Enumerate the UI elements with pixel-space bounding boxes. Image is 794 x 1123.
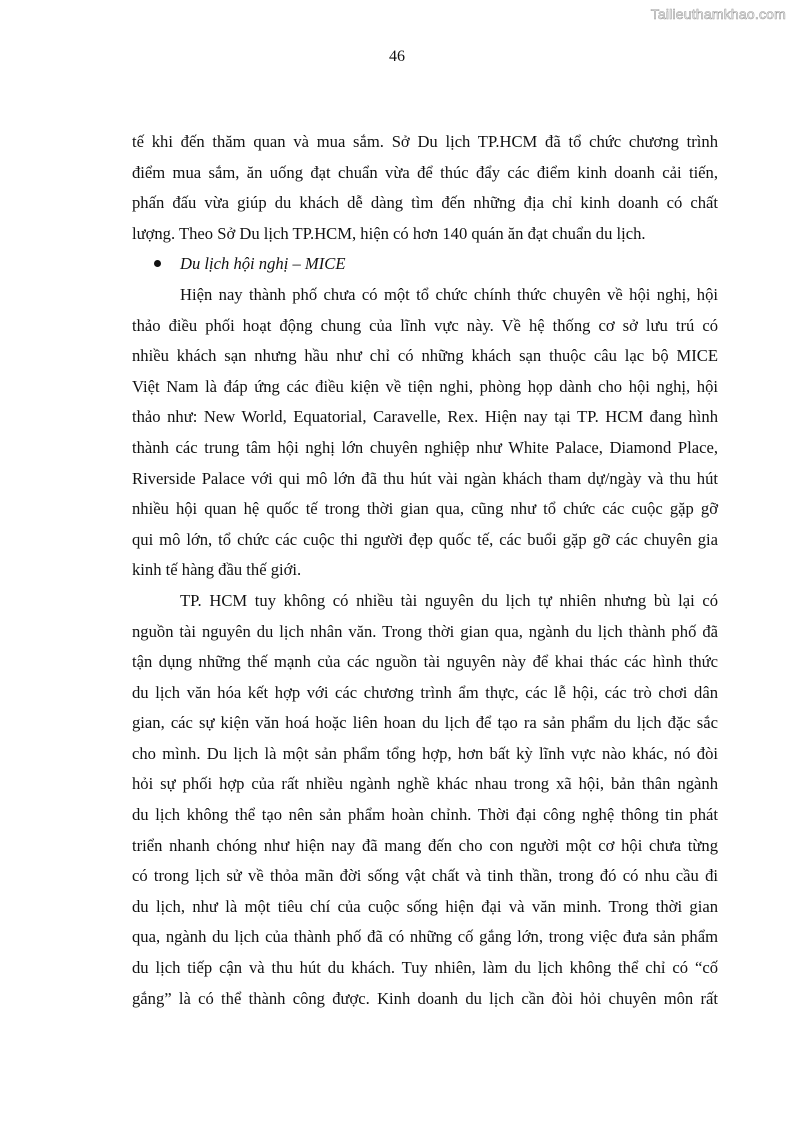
document-body: [132, 127, 718, 1014]
text-line: gian, các sự kiện văn hoá hoặc liên hoan du lịch để tạo ra sản phẩm du lịch đặc sắc: [132, 713, 718, 733]
text-line: triển nhanh chóng như hiện nay đã mang đến cho con người một cơ hội chưa từng: [132, 835, 718, 855]
text-line: nguồn tài nguyên du lịch nhân văn. Trong thời gian qua, ngành du lịch thành phố đã: [132, 621, 718, 641]
text-line: tế khi đến thăm quan và mua sắm. Sở Du lịch TP.HCM đã tổ chức chương trình: [132, 132, 718, 151]
text-line: du lịch văn hóa kết hợp với các chương trình ẩm thực, các lễ hội, các trò chơi dân: [132, 682, 718, 702]
text-line: Hiện nay thành phố chưa có một tổ chức chính thức chuyên về hội nghị, hội: [180, 284, 718, 304]
watermark-text: Tailieuthamkhao.com: [650, 6, 786, 22]
text-line: TP. HCM tuy không có nhiều tài nguyên du lịch tự nhiên nhưng bù lại có: [180, 590, 718, 610]
text-line: điểm mua sắm, ăn uống đạt chuẩn vừa để thúc đẩy các điểm kinh doanh cải tiến,: [132, 162, 718, 182]
text-line: Việt Nam là đáp ứng các điều kiện về tiện nghi, phòng họp dành cho hội nghị, hội: [132, 376, 718, 396]
text-line: qua, ngành du lịch của thành phố đã có những cố gắng lớn, trong việc đưa sản phẩm: [132, 927, 718, 947]
text-line: du lịch không thể tạo nên sản phẩm hoàn chỉnh. Thời đại công nghệ thông tin phát: [132, 805, 718, 825]
page-number: 46: [389, 48, 405, 65]
text-line: nhiều khách sạn nhưng hầu như chỉ có những khách sạn thuộc câu lạc bộ MICE: [132, 346, 718, 366]
text-line: du lịch tiếp cận và thu hút du khách. Tuy nhiên, làm du lịch không thể chỉ có “cố: [132, 958, 718, 978]
paragraph-cultural-tourism: [132, 586, 718, 1014]
text-line: cho mình. Du lịch là một sản phẩm tổng hợp, hơn bất kỳ lĩnh vực nào khác, nó đòi: [132, 743, 718, 763]
bullet-label: Du lịch hội nghị – MICE: [180, 254, 346, 274]
text-line: thành các trung tâm hội nghị lớn chuyên nghiệp như White Palace, Diamond Place,: [132, 437, 718, 457]
text-line: nhiều hội quan hệ quốc tế trong thời gian qua, cũng như tổ chức các cuộc gặp gỡ: [132, 499, 718, 519]
text-line: có trong lịch sử về thỏa mãn đời sống vật chất và tinh thần, trong đó có nhu cầu đi: [132, 866, 718, 886]
text-line: Riverside Palace với qui mô lớn đã thu hút vài ngàn khách tham dự/ngày và thu hút: [132, 468, 718, 488]
text-line: du lịch, như là một tiêu chí của cuộc sống hiện đại và văn minh. Trong thời gian: [132, 896, 718, 916]
paragraph-shopping: [132, 127, 718, 249]
text-line: thảo điều phối hoạt động chung của lĩnh vực này. Về hệ thống cơ sở lưu trú có: [132, 315, 718, 335]
text-line: thảo như: New World, Equatorial, Caravelle, Rex. Hiện nay tại TP. HCM đang hình: [132, 407, 718, 427]
text-line: kinh tế hàng đầu thế giới.: [132, 560, 302, 580]
text-line: qui mô lớn, tổ chức các cuộc thi người đẹp quốc tế, các buổi gặp gỡ các chuyên gia: [132, 529, 718, 549]
text-line: tận dụng những thế mạnh của các nguồn tài nguyên này để khai thác các hình thức: [132, 652, 718, 672]
bullet-icon: [154, 260, 161, 267]
paragraph-mice: [132, 280, 718, 586]
text-line: gắng” là có thể thành công được. Kinh doanh du lịch cần đòi hỏi chuyên môn rất: [132, 988, 718, 1008]
text-line: phấn đấu vừa giúp du khách dễ dàng tìm đến những địa chỉ kinh doanh có chất: [132, 193, 718, 213]
text-line: lượng. Theo Sở Du lịch TP.HCM, hiện có hơn 140 quán ăn đạt chuẩn du lịch.: [132, 223, 646, 243]
text-line: hỏi sự phối hợp của rất nhiều ngành nghề khác nhau trong xã hội, bản thân ngành: [132, 774, 718, 794]
bullet-item-mice: [132, 249, 718, 280]
